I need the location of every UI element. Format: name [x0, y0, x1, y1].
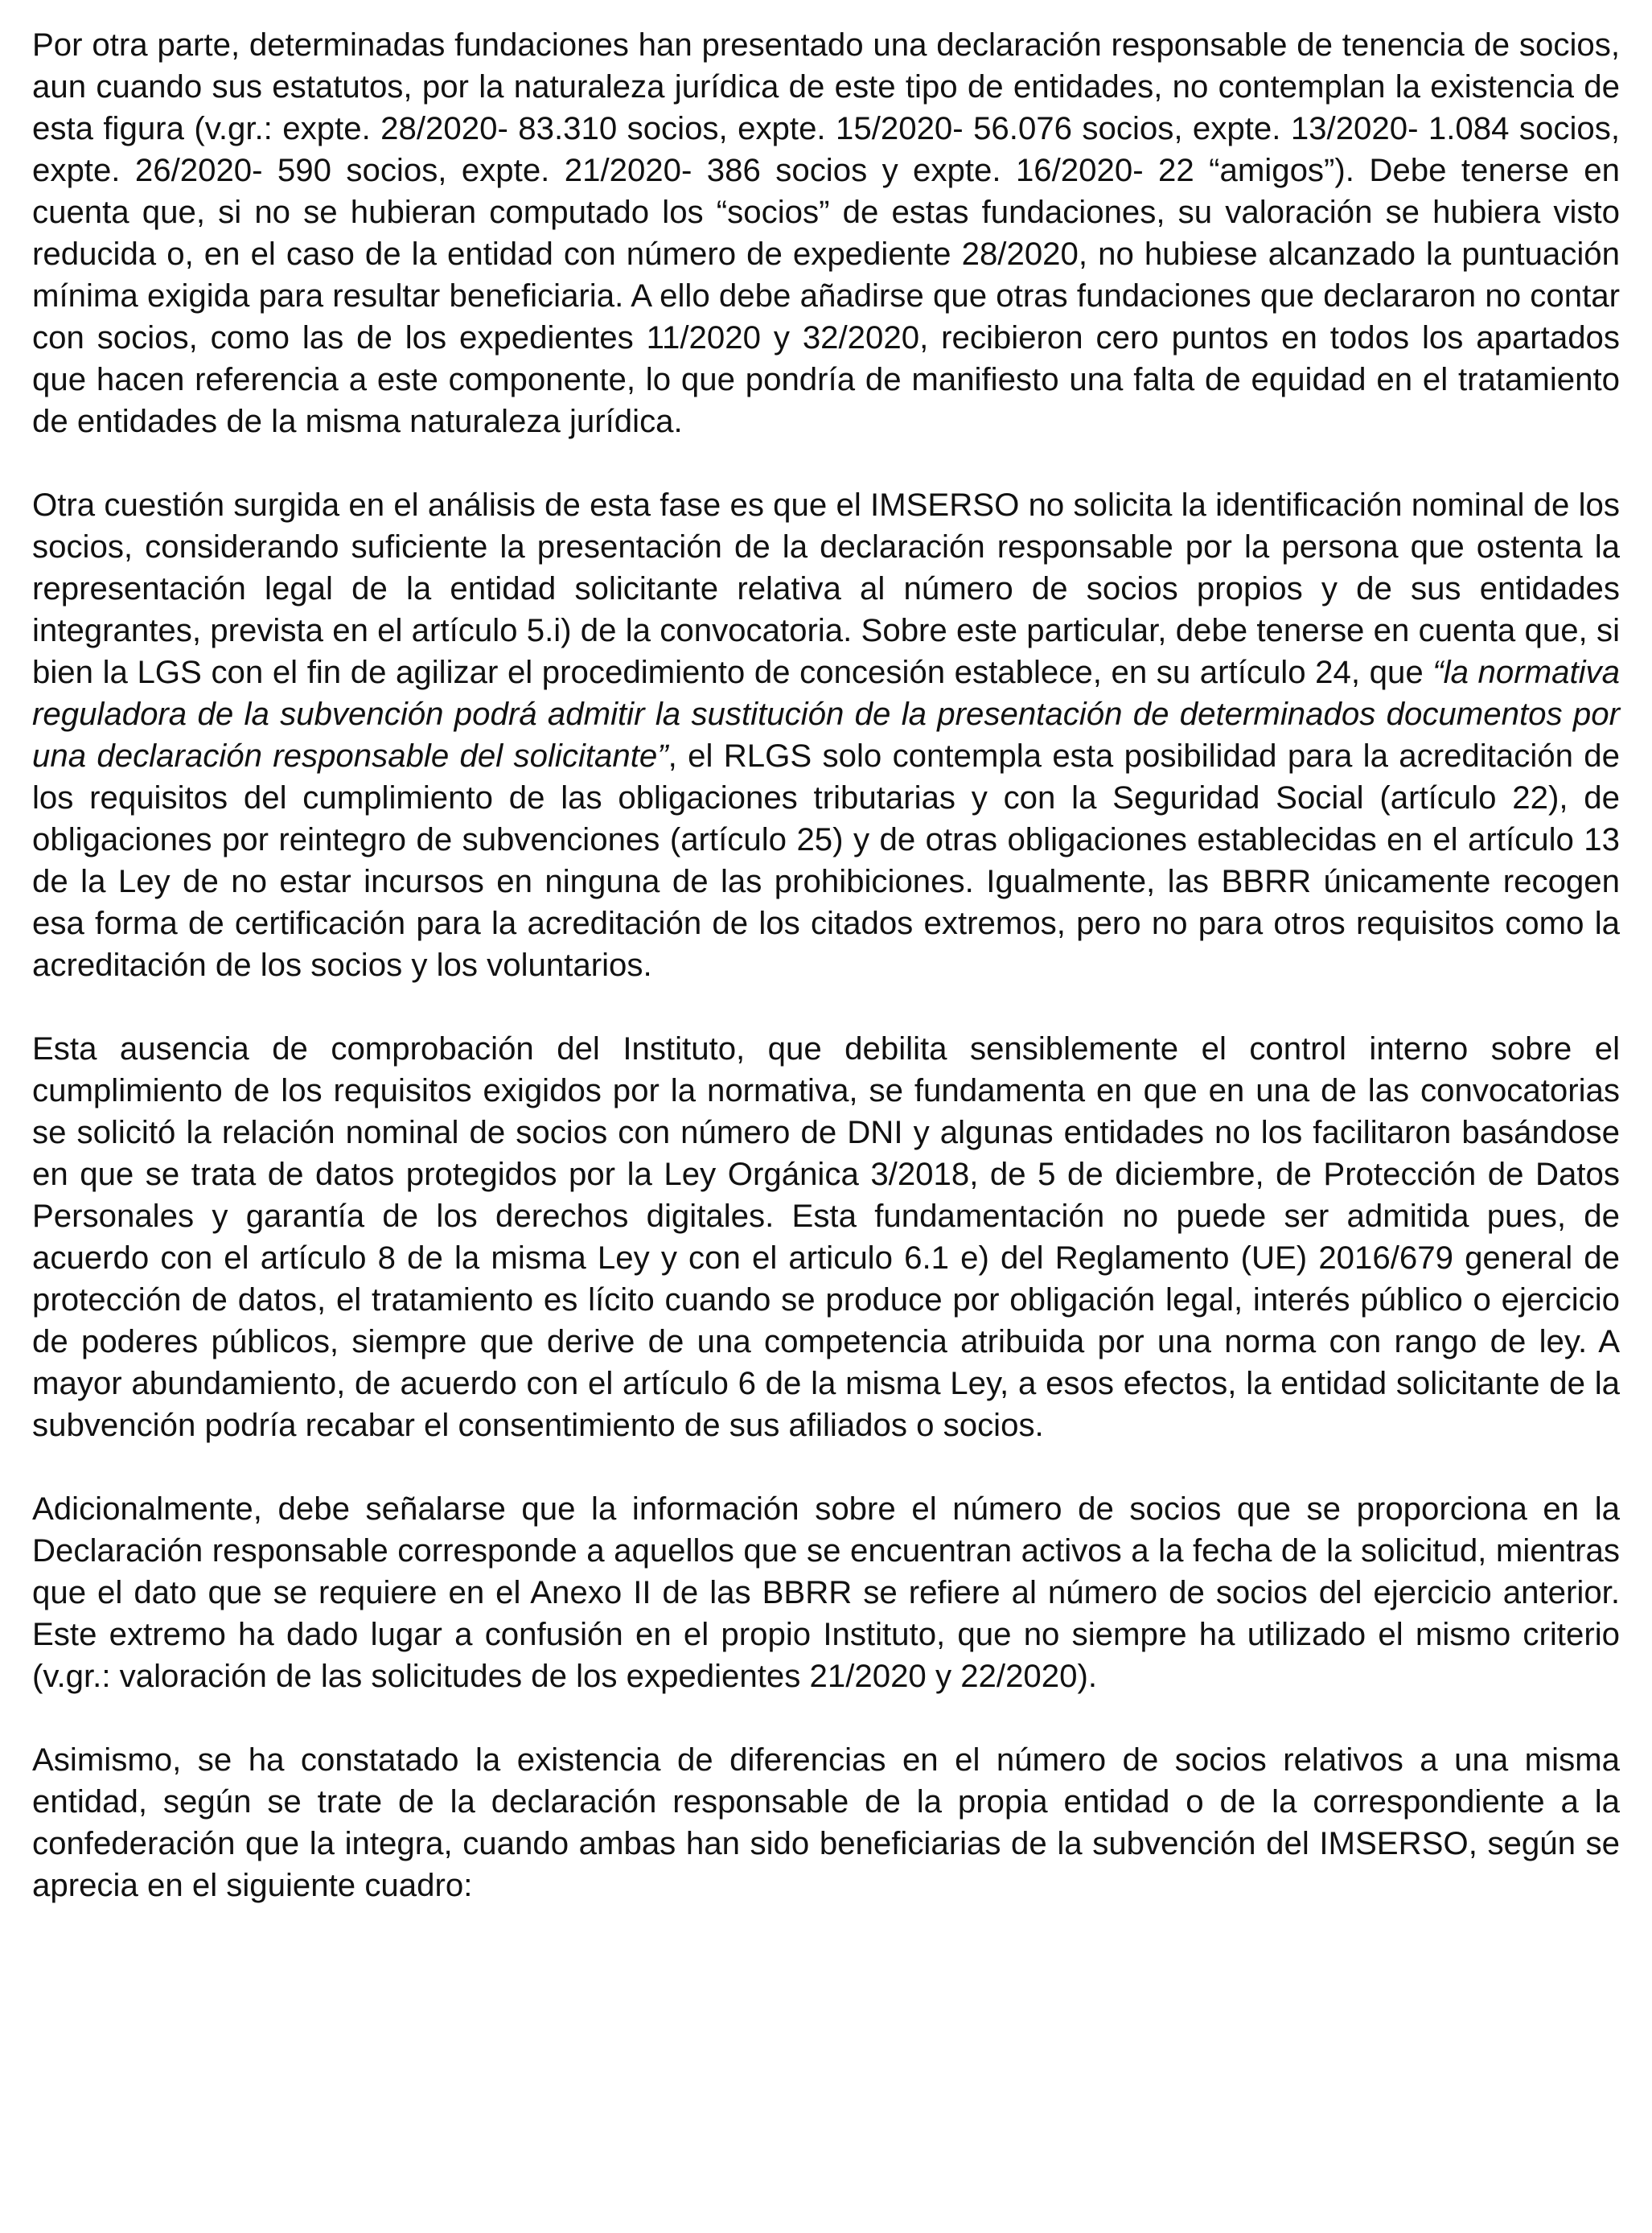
paragraph-identificacion-nominal — [32, 484, 1620, 986]
paragraph-fundaciones-socios — [32, 24, 1620, 442]
paragraph-text: Otra cuestión surgida en el análisis de esta fase es que el IMSERSO no solicita la identificación nominal de los socios, considerando suficiente la presentación de la declaración responsable por la persona que ostenta la representación legal de la entidad solicitante relativa al número de socios propios y de sus entidades integrantes, prevista en el artículo 5.i) de la convocatoria. Sobre este particular, debe tenerse en cuenta que, si bien la LGS con el fin de agilizar el procedimiento de concesión establece, en su artículo 24, que — [32, 487, 1620, 690]
paragraph-diferencias-socios — [32, 1739, 1620, 1906]
paragraph-text: Adicionalmente, debe señalarse que la información sobre el número de socios que se proporciona en la Declaración responsable corresponde a aquellos que se encuentran activos a la fecha de la solicitud, mientras que el dato que se requiere en el Anexo II de las BBRR se refiere al número de socios del ejercicio anterior. Este extremo ha dado lugar a confusión en el propio Instituto, que no siempre ha utilizado el mismo criterio (v.gr.: valoración de las solicitudes de los expedientes 21/2020 y 22/2020). — [32, 1491, 1620, 1694]
paragraph-text: Por otra parte, determinadas fundaciones han presentado una declaración responsable de tenencia de socios, aun cuando sus estatutos, por la naturaleza jurídica de este tipo de entidades, no contemplan la existencia de esta figura (v.gr.: expte. 28/2020- 83.310 socios, expte. 15/2020- 56.076 socios, expte. 13/2020- 1.084 socios, expte. 26/2020- 590 socios, expte. 21/2020- 386 socios y expte. 16/2020- 22 “amigos”). Debe tenerse en cuenta que, si no se hubieran computado los “socios” de estas fundaciones, su valoración se hubiera visto reducida o, en el caso de la entidad con número de expediente 28/2020, no hubiese alcanzado la puntuación mínima exigida para resultar beneficiaria. A ello debe añadirse que otras fundaciones que declararon no contar con socios, como las de los expedientes 11/2020 y 32/2020, recibieron cero puntos en todos los apartados que hacen referencia a este componente, lo que pondría de manifiesto una falta de equidad en el tratamiento de entidades de la misma naturaleza jurídica. — [32, 27, 1620, 439]
paragraph-text: Asimismo, se ha constatado la existencia de diferencias en el número de socios relativos a una misma entidad, según se trate de la declaración responsable de la propia entidad o de la correspondiente a la confederación que la integra, cuando ambas han sido beneficiarias de la subvención del IMSERSO, según se aprecia en el siguiente cuadro: — [32, 1742, 1620, 1903]
legal-quote: “la normativa reguladora de la subvención podrá admitir la sustitución de la presentación de determinados documentos por una declaración responsable del solicitante” — [32, 654, 1620, 774]
paragraph-ausencia-comprobacion — [32, 1028, 1620, 1446]
paragraph-text: , el RLGS solo contempla esta posibilidad para la acreditación de los requisitos del cumplimiento de las obligaciones tributarias y con la Seguridad Social (artículo 22), de obligaciones por reintegro de subvenciones (artículo 25) y de otras obligaciones establecidas en el artículo 13 de la Ley de no estar incursos en ninguna de las prohibiciones. Igualmente, las BBRR únicamente recogen esa forma de certificación para la acreditación de los citados extremos, pero no para otros requisitos como la acreditación de los socios y los voluntarios. — [32, 738, 1620, 983]
paragraph-declaracion-responsable — [32, 1488, 1620, 1697]
paragraph-text: Esta ausencia de comprobación del Instituto, que debilita sensiblemente el control interno sobre el cumplimiento de los requisitos exigidos por la normativa, se fundamenta en que en una de las convocatorias se solicitó la relación nominal de socios con número de DNI y algunas entidades no los facilitaron basándose en que se trata de datos protegidos por la Ley Orgánica 3/2018, de 5 de diciembre, de Protección de Datos Personales y garantía de los derechos digitales. Esta fundamentación no puede ser admitida pues, de acuerdo con el artículo 8 de la misma Ley y con el articulo 6.1 e) del Reglamento (UE) 2016/679 general de protección de datos, el tratamiento es lícito cuando se produce por obligación legal, interés público o ejercicio de poderes públicos, siempre que derive de una competencia atribuida por una norma con rango de ley. A mayor abundamiento, de acuerdo con el artículo 6 de la misma Ley, a esos efectos, la entidad solicitante de la subvención podría recabar el consentimiento de sus afiliados o socios. — [32, 1030, 1620, 1443]
document-page — [32, 24, 1620, 1906]
